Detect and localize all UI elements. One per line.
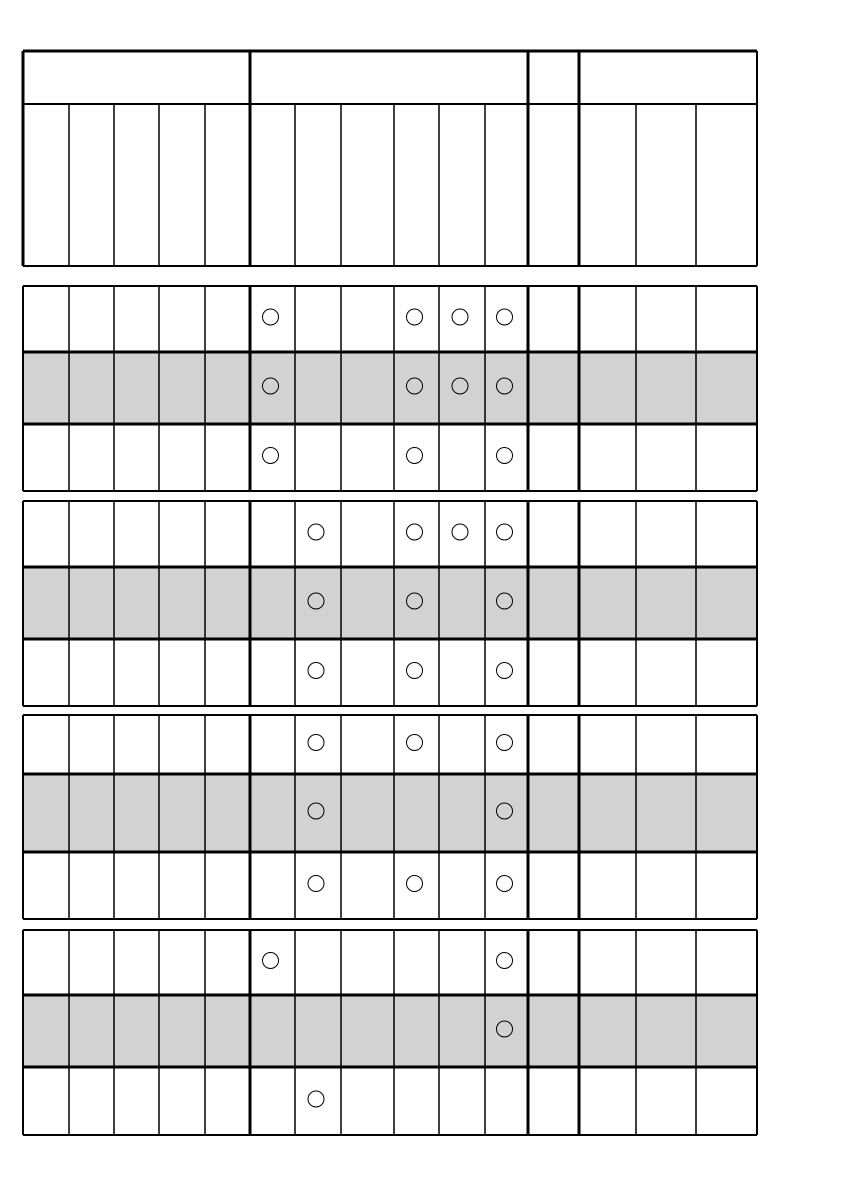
shaded-row [23,995,757,1067]
table-block [23,715,757,919]
table-row [23,852,757,919]
table-row [23,1067,757,1135]
shaded-row [23,567,757,639]
table-row [23,639,757,706]
table-row [23,501,757,567]
shaded-row [23,774,757,852]
table-block [23,286,757,491]
table-header [23,51,757,266]
table-row [23,424,757,491]
header-background [23,51,757,266]
table-row [23,286,757,352]
table-row [23,930,757,995]
table-block [23,930,757,1135]
table-block [23,501,757,706]
table-body [23,286,757,1135]
shaded-row [23,352,757,424]
table-row [23,715,757,774]
